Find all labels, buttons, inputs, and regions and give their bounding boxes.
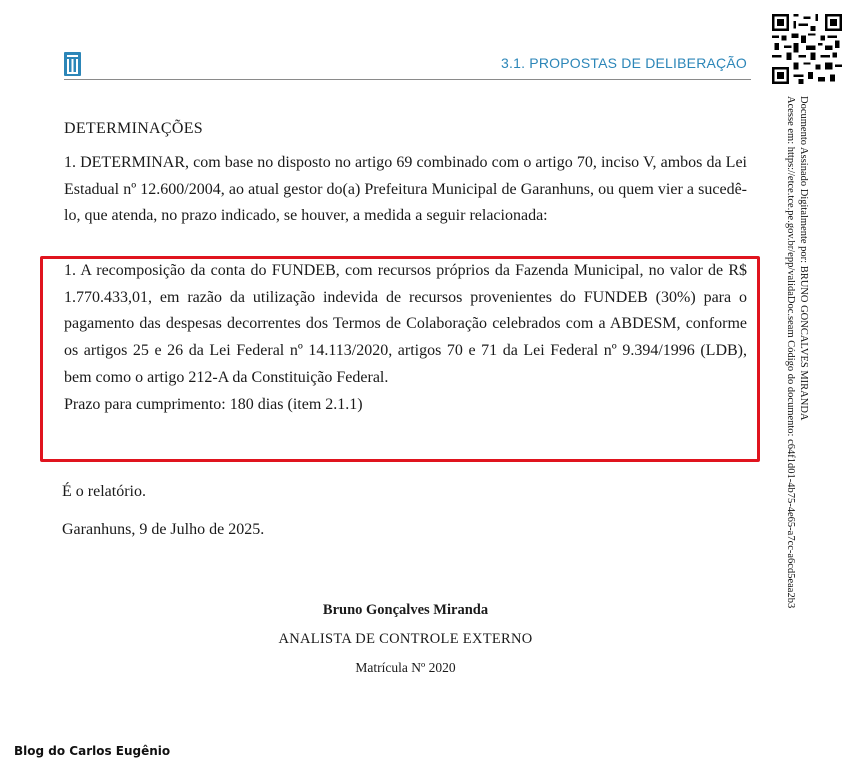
signer-registration: Matrícula Nº 2020 (355, 660, 456, 675)
section-heading: DETERMINAÇÕES (64, 120, 204, 137)
item-deadline: Prazo para cumprimento: 180 dias (item 2.1.1) (64, 395, 363, 413)
stamp-line-verification: Acesse em: https://etce.tce.pe.gov.br/epp/validaDoc.seam Código do documento: c64f1d01-4b75-4e65-a7cc-a6cd5eaa2b3 (785, 96, 796, 609)
qr-code-icon (772, 14, 842, 84)
section-title: 3.1. PROPOSTAS DE DELIBERAÇÃO (501, 55, 747, 71)
stamp-line-signer: Documento Assinado Digitalmente por: BRUNO GONCALVES MIRANDA (798, 96, 809, 421)
determination-item (64, 258, 747, 418)
signer-role: ANALISTA DE CONTROLE EXTERNO (278, 631, 533, 647)
header-divider (64, 79, 751, 80)
place-date: Garanhuns, 9 de Julho de 2025. (62, 521, 265, 538)
digital-signature-stamp (782, 96, 810, 696)
determination-intro: 1. DETERMINAR, com base no disposto no artigo 69 combinado com o artigo 70, inciso V, ambos da Lei Estadual nº 12.600/2004, ao atual gestor do(a) Prefeitura Municipal de Garanhuns, ou quem vier a sucedê-lo, que atenda, no prazo indicado, se houver, a medida a seguir relacionada: (64, 154, 747, 225)
closing-statement: É o relatório. (62, 483, 146, 500)
tce-logo-icon (64, 52, 81, 76)
signer-name: Bruno Gonçalves Miranda (322, 602, 489, 618)
item-text: 1. A recomposição da conta do FUNDEB, com recursos próprios da Fazenda Municipal, no valor de R$ 1.770.433,01, em razão da utilização indevida de recursos provenientes do FUNDEB (30%) para o pagamento das despesas decorrentes dos Termos de Colaboração celebrados com a ABDESM, conforme os artigos 25 e 26 da Lei Federal nº 14.113/2020, artigos 70 e 71 da Lei Federal nº 9.394/1996 (LDB), bem como o artigo 212-A da Constituição Federal. (64, 262, 747, 386)
blog-watermark: Blog do Carlos Eugênio (14, 744, 171, 758)
